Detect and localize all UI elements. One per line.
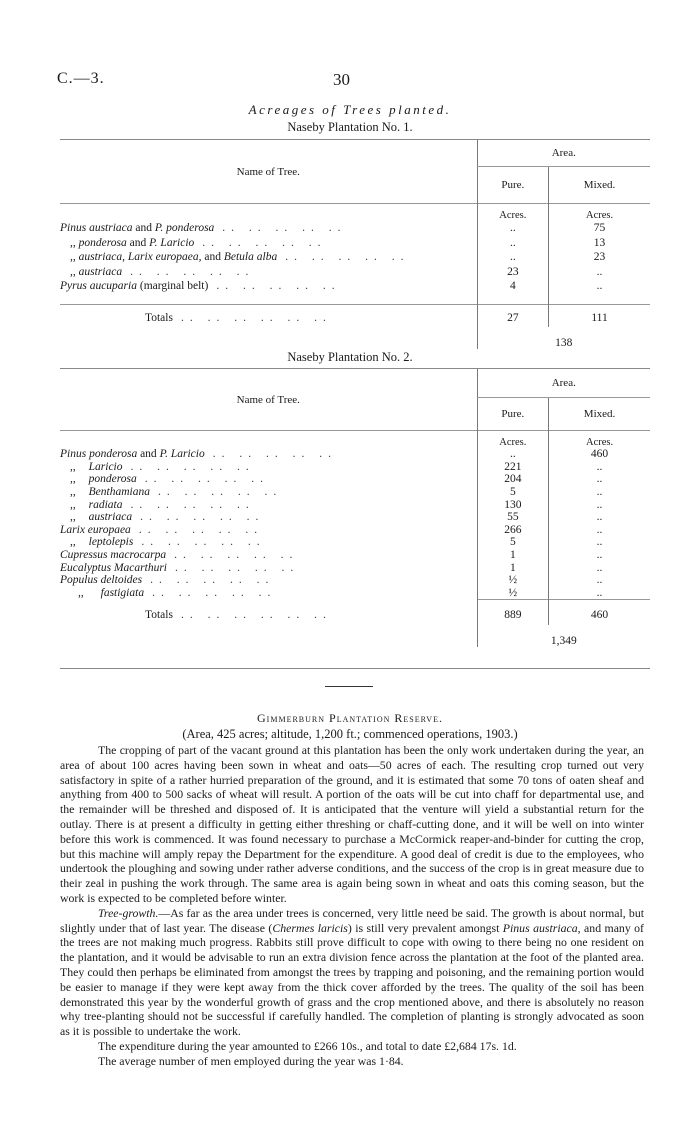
mixed-acres: .. [549, 524, 650, 537]
table1-col-mixed: Mixed. [549, 167, 650, 204]
mixed-acres: .. [549, 549, 650, 562]
pure-acres: 1 [477, 561, 549, 574]
table2-bottom-rule [60, 668, 650, 669]
mixed-acres: .. [549, 279, 650, 294]
tree-name: ,, austriaca .. .. .. .. .. [70, 511, 265, 524]
pure-acres: 55 [477, 511, 549, 524]
tree-name: Larix europaea .. .. .. .. .. [60, 523, 264, 536]
report-reference: C.—3. [57, 70, 105, 87]
tree-name: Pinus ponderosa and P. Laricio .. .. .. .. .. [60, 448, 337, 461]
pure-acres: .. [477, 221, 549, 236]
pure-acres: 221 [477, 461, 549, 474]
table1-unit-pure: Acres. [477, 204, 549, 222]
section-divider [325, 686, 373, 687]
mixed-acres: .. [549, 561, 650, 574]
tree-name: ,, Benthamiana .. .. .. .. .. [70, 486, 283, 499]
table1-total-pure: 27 [477, 304, 549, 327]
pure-acres: ½ [477, 574, 549, 587]
table2-row [60, 574, 650, 587]
mixed-acres: .. [549, 265, 650, 280]
mixed-acres: 75 [549, 221, 650, 236]
tree-name: ,, fastigiata .. .. .. .. .. [78, 586, 277, 599]
paragraph-expenditure: The expenditure during the year amounted to £266 10s., and total to date £2,684 17s. 1d. [98, 1038, 517, 1053]
table1-unit-mixed: Acres. [549, 204, 650, 222]
tree-name: ,, austriaca .. .. .. .. .. [70, 265, 255, 278]
section-body [60, 743, 644, 1069]
table2-row [60, 587, 650, 600]
mixed-acres: .. [549, 511, 650, 524]
table2-row [60, 448, 650, 461]
table2-row [60, 498, 650, 511]
mixed-acres: .. [549, 536, 650, 549]
mixed-acres: .. [549, 461, 650, 474]
pure-acres: .. [477, 448, 549, 461]
tree-name: Pyrus aucuparia (marginal belt) .. .. .. .. .. [60, 280, 341, 293]
table1 [60, 140, 650, 349]
table1-row [60, 279, 650, 294]
table1-row [60, 236, 650, 251]
tree-name: ,, ponderosa .. .. .. .. .. [70, 473, 270, 486]
table1-row [60, 250, 650, 265]
table2-row [60, 511, 650, 524]
table2-total-pure: 889 [477, 599, 549, 625]
table1-caption: Naseby Plantation No. 1. [287, 120, 413, 134]
pure-acres: ½ [477, 587, 549, 600]
tree-growth-label: Tree-growth. [98, 905, 159, 920]
table1-total-mixed: 111 [549, 304, 650, 327]
table2-col-pure: Pure. [477, 398, 549, 431]
table1-row [60, 265, 650, 280]
tree-name: ,, austriaca, Larix europaea, and Betula alba .. .. .. .. .. [70, 251, 410, 264]
table2-grand-total: 1,349 [477, 625, 650, 647]
mixed-acres: 460 [549, 448, 650, 461]
section-subtitle: (Area, 425 acres; altitude, 1,200 ft.; commenced operations, 1903.) [182, 727, 518, 741]
pure-acres: 4 [477, 279, 549, 294]
mixed-acres: 13 [549, 236, 650, 251]
pure-acres: 204 [477, 473, 549, 486]
table2-row [60, 486, 650, 499]
table1-col-pure: Pure. [477, 167, 549, 204]
table1-grand-total: 138 [477, 327, 650, 349]
table2-unit-pure: Acres. [477, 431, 549, 449]
mixed-acres: .. [549, 486, 650, 499]
table1-totals-label: Totals [145, 311, 173, 324]
tree-name: Eucalyptus Macarthuri .. .. .. .. .. [60, 561, 300, 574]
table1-row [60, 221, 650, 236]
table2-row [60, 461, 650, 474]
pure-acres: 5 [477, 486, 549, 499]
mixed-acres: .. [549, 574, 650, 587]
table1-totals-row: Totals .. .. .. .. .. .. [60, 304, 477, 327]
table2-row [60, 561, 650, 574]
page-title: Acreages of Trees planted. [248, 102, 452, 117]
pure-acres: 266 [477, 524, 549, 537]
pure-acres: 23 [477, 265, 549, 280]
tree-name: ,, Laricio .. .. .. .. .. [70, 460, 255, 473]
table2-row [60, 536, 650, 549]
pure-acres: 5 [477, 536, 549, 549]
pure-acres: 1 [477, 549, 549, 562]
paragraph-men-employed: The average number of men employed during the year was 1·84. [98, 1053, 404, 1068]
pure-acres: .. [477, 250, 549, 265]
table2-col-name: Name of Tree. [236, 393, 300, 406]
table2-totals-row: Totals .. .. .. .. .. .. [145, 609, 332, 622]
table2-row [60, 549, 650, 562]
table2 [60, 369, 650, 647]
table2-caption: Naseby Plantation No. 2. [287, 350, 413, 364]
tree-name: ,, leptolepis .. .. .. .. .. [70, 536, 266, 549]
tree-name: ,, ponderosa and P. Laricio .. .. .. .. .. [70, 236, 327, 249]
table1-col-area: Area. [477, 140, 650, 167]
tree-name: Populus deltoides .. .. .. .. .. [60, 574, 275, 587]
tree-name: Cupressus macrocarpa .. .. .. .. .. [60, 549, 299, 562]
pure-acres: .. [477, 236, 549, 251]
mixed-acres: .. [549, 498, 650, 511]
pure-acres: 130 [477, 498, 549, 511]
table2-col-area: Area. [477, 369, 650, 398]
paragraph-cropping: The cropping of part of the vacant ground at this plantation has been the only work undertaken during the year, an area of about 100 acres having been sown in wheat and oats—50 acres of each. The resulting crop turned out very satisfactory in spite of a rather hurried preparation of the ground, and it is estimated that some 70 tons of oaten sheaf and anything from 400 to 500 sacks of wheat will result. A portion of the oats will be cut into chaff for departmental use, and the remainder will be threshed and disposed of. It is anticipated that the venture will yield a substantial return for the outlay. There is at present a difficulty in getting either threshing or chaff-cutting done, and it will be well on into winter before this work is commenced. It was found necessary to purchase a McCormick reaper-and-binder for cutting the crop, but this machine will amply repay the Department for the expenditure. A good deal of credit is due to the employees, who undertook the ploughing and sowing under rather adverse conditions, and the success of the crop is in great measure due to their zeal in pushing the work through. The same area is again being sown in wheat and oats this coming season, but the work is expected to be completed before winter. [60, 743, 644, 905]
mixed-acres: .. [549, 587, 650, 600]
table2-row [60, 473, 650, 486]
mixed-acres: .. [549, 473, 650, 486]
table2-unit-mixed: Acres. [549, 431, 650, 449]
tree-name: ,, radiata .. .. .. .. .. [70, 498, 255, 511]
table2-total-mixed: 460 [549, 599, 650, 625]
paragraph-tree-growth: Tree-growth.—As far as the area under trees is concerned, very little need be said. The growth is about normal, but slightly under that of last year. The disease (Chermes laricis) is still very prevalent amongst Pinus austriaca, and many of the trees are not making much progress. Rabbits still prove difficult to cope with owing to there being no one resident on the plantation, and it would be advisable to run an extra division fence across the plantation at the foot of the planted area. They could then perhaps be eliminated from amongst the trees by trapping and poisoning, and the remaining portion would be easier to manage if they were kept away from the thick cover afforded by the trees. The quality of the soil has been demonstrated this year by the wonderful growth of grass and the crop mentioned above, and there is absolutely no reason why tree-planting should not be successful if carefully handled. The completion of planting is strongly advocated as soon as it is possible to undertake the work. [60, 905, 644, 1039]
table2-totals-label: Totals [145, 609, 173, 622]
section-title: Gimmerburn Plantation Reserve. [257, 711, 443, 725]
table2-row [60, 524, 650, 537]
table2-col-mixed: Mixed. [549, 398, 650, 431]
table1-col-name: Name of Tree. [236, 165, 300, 178]
tree-name: Pinus austriaca and P. ponderosa .. .. .. .. .. [60, 222, 347, 235]
page-number: 30 [333, 70, 350, 89]
mixed-acres: 23 [549, 250, 650, 265]
